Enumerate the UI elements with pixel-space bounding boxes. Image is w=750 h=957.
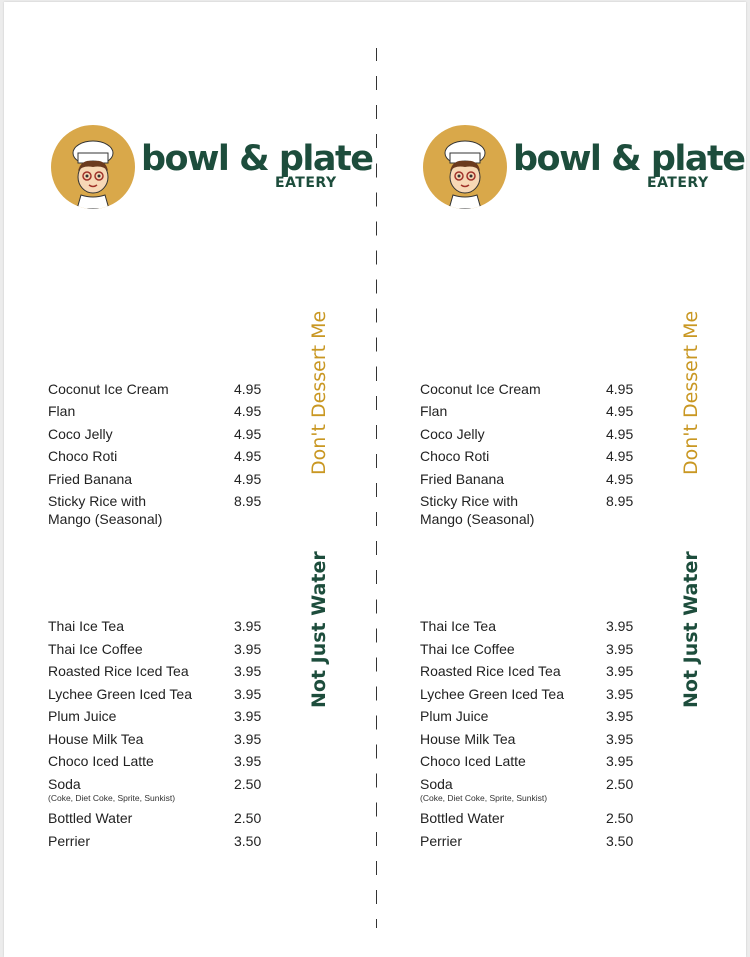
- dessert-item-name: Sticky Rice with: [48, 493, 147, 509]
- drink-item: [420, 640, 515, 658]
- drink-item-name: Thai Ice Coffee: [420, 641, 515, 657]
- drink-item-name: Thai Ice Coffee: [48, 641, 143, 657]
- drinks-section-title: Not Just Water: [308, 551, 330, 708]
- chef-mascot-icon: [423, 125, 507, 209]
- dessert-item-price: 4.95: [606, 381, 634, 397]
- dessert-item-price: 4.95: [606, 448, 634, 464]
- dessert-item-price: 4.95: [234, 426, 262, 442]
- dessert-item: [420, 492, 534, 528]
- dessert-item-name-line2: Mango (Seasonal): [48, 511, 163, 527]
- drink-item: [48, 662, 189, 680]
- dessert-item: [48, 470, 132, 488]
- drink-item-price: 3.95: [234, 686, 262, 702]
- brand-name: bowl & plate: [141, 139, 373, 179]
- drink-item-name: House Milk Tea: [48, 731, 144, 747]
- dessert-item-price: 8.95: [234, 493, 262, 509]
- brand-logo: [423, 125, 745, 215]
- drink-item-note: (Coke, Diet Coke, Sprite, Sunkist): [48, 793, 176, 803]
- dessert-item: [48, 447, 117, 465]
- drink-item-name: Perrier: [48, 833, 91, 849]
- drink-item-price: 3.95: [234, 618, 262, 634]
- dessert-section-title: Don't Dessert Me: [308, 310, 330, 475]
- drink-item-note: (Coke, Diet Coke, Sprite, Sunkist): [420, 793, 548, 803]
- drink-item-price: 3.95: [234, 731, 262, 747]
- dessert-item-name: Coco Jelly: [420, 426, 485, 442]
- dessert-item-name: Fried Banana: [420, 471, 505, 487]
- drink-item-price: 3.95: [606, 686, 634, 702]
- drink-item-name: Soda: [420, 776, 453, 792]
- drink-item-price: 3.95: [234, 641, 262, 657]
- drink-item-name: Choco Iced Latte: [48, 753, 154, 769]
- drink-item: [420, 809, 504, 827]
- drink-item: [420, 707, 488, 725]
- drink-item-price: 3.50: [606, 833, 634, 849]
- drink-item: [420, 685, 564, 703]
- drink-item-name: Thai Ice Tea: [48, 618, 125, 634]
- dessert-item-price: 4.95: [606, 403, 634, 419]
- drink-item-name: Lychee Green Iced Tea: [420, 686, 564, 702]
- drink-item-name: Perrier: [420, 833, 463, 849]
- dessert-item-price: 4.95: [606, 471, 634, 487]
- dessert-item-price: 4.95: [606, 426, 634, 442]
- drink-item-name: Soda: [48, 776, 81, 792]
- menu-panel-right: [376, 0, 745, 957]
- dessert-item-name: Choco Roti: [420, 448, 490, 464]
- dessert-item-name: Coco Jelly: [48, 426, 113, 442]
- dessert-item-name: Coconut Ice Cream: [48, 381, 169, 397]
- drink-item-price: 3.95: [606, 641, 634, 657]
- menu-panel-left: [4, 0, 373, 957]
- drink-item-name: Plum Juice: [48, 708, 117, 724]
- drink-item: [48, 617, 124, 635]
- dessert-item-price: 4.95: [234, 381, 262, 397]
- drink-item-name: Lychee Green Iced Tea: [48, 686, 192, 702]
- brand-subtitle: EATERY: [275, 175, 337, 191]
- drink-item-price: 2.50: [234, 776, 262, 792]
- drink-item-price: 3.95: [606, 708, 634, 724]
- dessert-item-name: Fried Banana: [48, 471, 133, 487]
- dessert-item: [420, 447, 489, 465]
- chef-mascot-icon: [51, 125, 135, 209]
- drink-item: [420, 832, 462, 850]
- drink-item-price: 3.95: [234, 753, 262, 769]
- drink-item-name: Bottled Water: [420, 810, 505, 826]
- drink-item: [48, 640, 143, 658]
- drink-item-name: Plum Juice: [420, 708, 489, 724]
- drink-item: [48, 832, 90, 850]
- drink-item: [48, 685, 192, 703]
- brand-logo: [51, 125, 373, 215]
- dessert-item-name: Choco Roti: [48, 448, 118, 464]
- dessert-item: [420, 425, 485, 443]
- dessert-item-price: 4.95: [234, 403, 262, 419]
- dessert-item-price: 4.95: [234, 471, 262, 487]
- dessert-item-name: Coconut Ice Cream: [420, 381, 541, 397]
- drink-item-name: Roasted Rice Iced Tea: [420, 663, 561, 679]
- drink-item-price: 3.95: [606, 618, 634, 634]
- drink-item-name: House Milk Tea: [420, 731, 516, 747]
- dessert-item: [420, 380, 541, 398]
- dessert-item-name: Flan: [420, 403, 448, 419]
- drink-item-price: 2.50: [606, 810, 634, 826]
- dessert-item-name: Sticky Rice with: [420, 493, 519, 509]
- drink-item-price: 2.50: [234, 810, 262, 826]
- drink-item: [48, 730, 143, 748]
- drink-item-name: Choco Iced Latte: [420, 753, 526, 769]
- drink-item: [420, 730, 515, 748]
- drink-item: [48, 775, 175, 804]
- dessert-section-title: Don't Dessert Me: [680, 310, 702, 475]
- drink-item-price: 3.95: [606, 663, 634, 679]
- drink-item-price: 3.95: [606, 753, 634, 769]
- dessert-item: [48, 380, 169, 398]
- brand-name: bowl & plate: [513, 139, 745, 179]
- dessert-item-price: 8.95: [606, 493, 634, 509]
- drink-item-name: Roasted Rice Iced Tea: [48, 663, 189, 679]
- drinks-section-title: Not Just Water: [680, 551, 702, 708]
- brand-subtitle: EATERY: [647, 175, 709, 191]
- drink-item-price: 3.95: [234, 708, 262, 724]
- drink-item: [48, 752, 154, 770]
- drink-item: [48, 809, 132, 827]
- dessert-item: [420, 470, 504, 488]
- drink-item: [420, 775, 547, 804]
- dessert-item-name: Flan: [48, 403, 76, 419]
- dessert-item: [420, 402, 447, 420]
- drink-item-name: Bottled Water: [48, 810, 133, 826]
- dessert-item: [48, 425, 113, 443]
- drink-item: [48, 707, 116, 725]
- drink-item-price: 3.95: [606, 731, 634, 747]
- drink-item: [420, 752, 526, 770]
- drink-item-price: 3.95: [234, 663, 262, 679]
- drink-item-name: Thai Ice Tea: [420, 618, 497, 634]
- drink-item: [420, 662, 561, 680]
- drink-item-price: 3.50: [234, 833, 262, 849]
- dessert-item: [48, 402, 75, 420]
- dessert-item-price: 4.95: [234, 448, 262, 464]
- dessert-item-name-line2: Mango (Seasonal): [420, 511, 535, 527]
- drink-item: [420, 617, 496, 635]
- drink-item-price: 2.50: [606, 776, 634, 792]
- dessert-item: [48, 492, 162, 528]
